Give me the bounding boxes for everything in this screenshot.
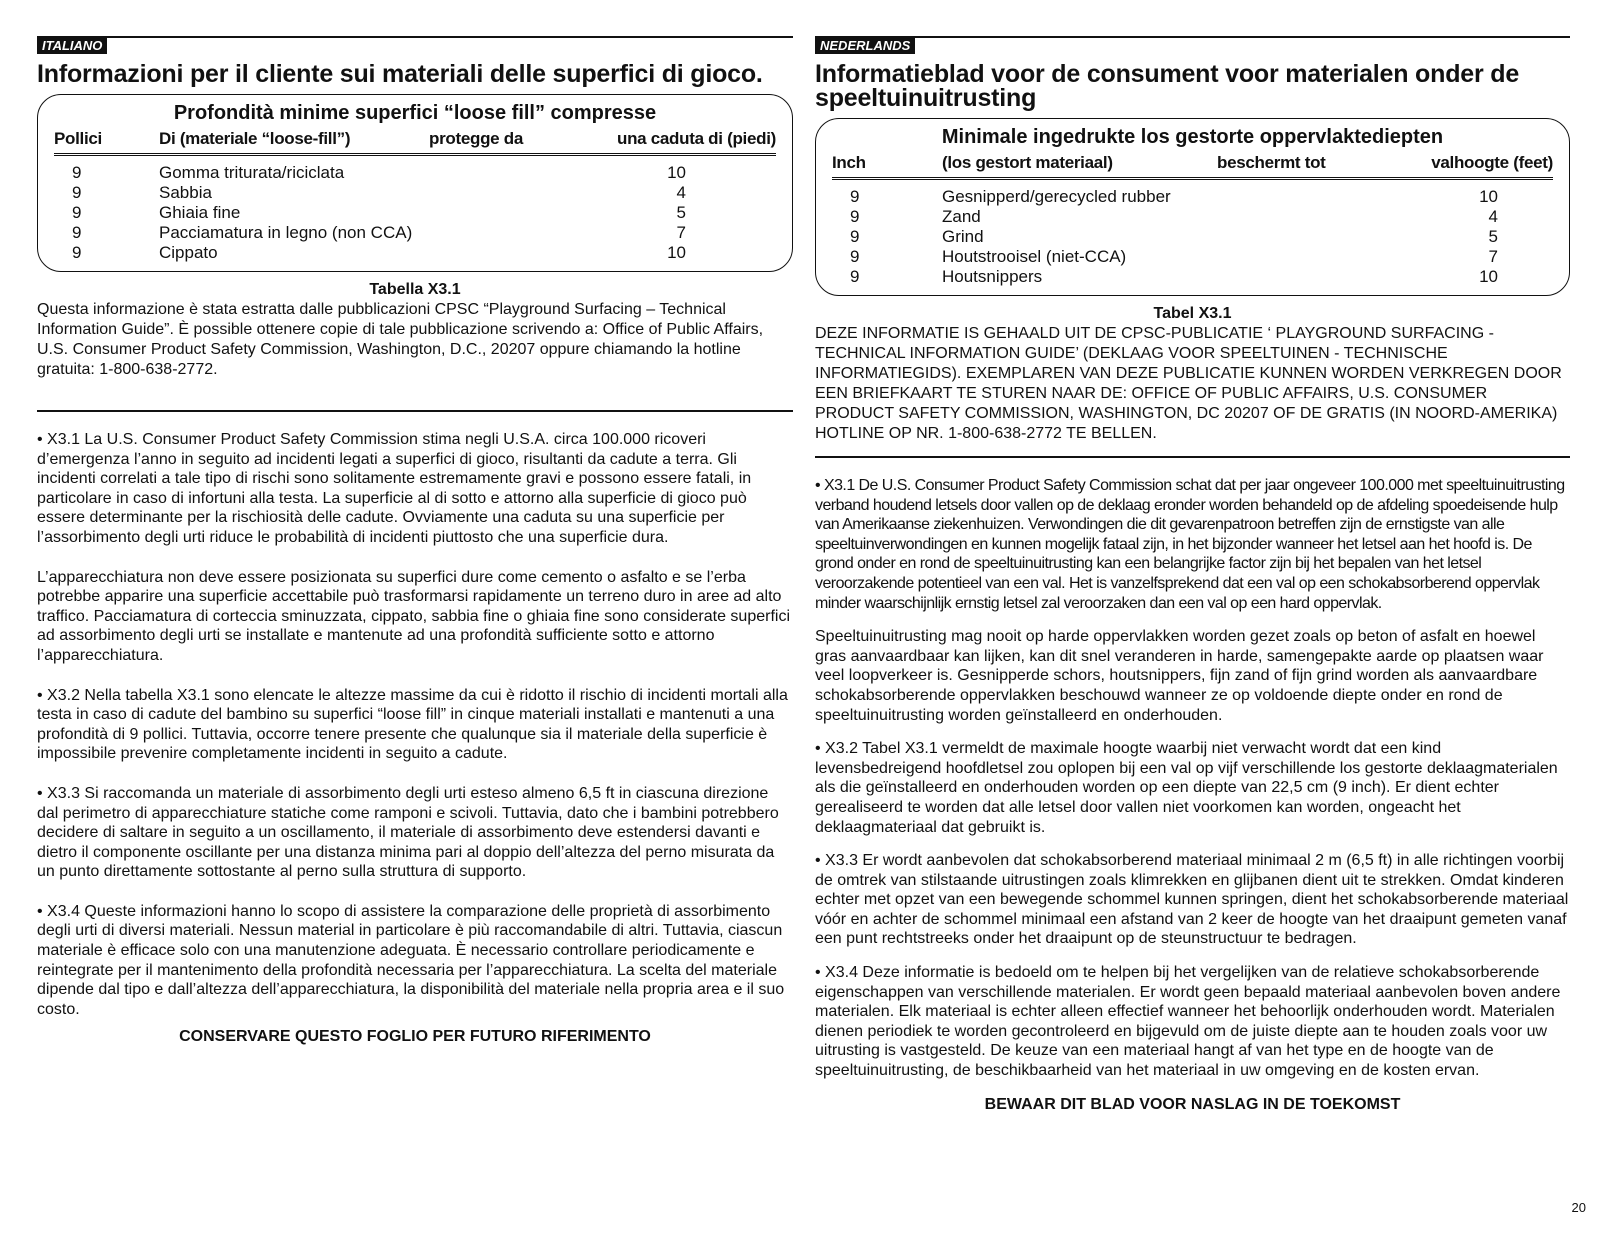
depth-table (832, 149, 1553, 287)
column-header: Inch (832, 149, 942, 179)
material-cell: Ghiaia fine (159, 203, 241, 222)
section-divider (37, 410, 793, 412)
column-header: Pollici (54, 125, 159, 155)
italiano-column (37, 36, 793, 1047)
table-row (832, 179, 1553, 208)
table-row (54, 183, 776, 203)
body-paragraph: • X3.1 La U.S. Consumer Product Safety Commission stima negli U.S.A. circa 100.000 ricoveri d’emergenza l’anno in seguito ad incidenti legati a superfici di gioco, risultanti da cadute a terra. Gli incidenti correlati a tale tipo di rischi sono solitamente estremamente gravi e possono essere fatali, in particolare in caso di infortuni alla testa. La superficie al di sotto e attorno alla superficie di gioco può essere determinante per la rischiosità delle cadute. Ovviamente una caduta su una superficie per l’assorbimento degli urti riduce le probabilità di incidenti piuttosto che una superficie dura. (37, 431, 752, 546)
material-cell: Pacciamatura in legno (non CCA) (159, 223, 413, 242)
page-title: Informazioni per il cliente sui materiali delle superfici di gioco. (37, 60, 763, 88)
table-row (54, 203, 776, 223)
top-rule (815, 36, 1570, 56)
page-title: Informatieblad voor de consument voor materialen onder de speeltuinuitrusting (815, 60, 1520, 112)
column-header: beschermt tot (1217, 149, 1375, 179)
table-row (54, 155, 776, 184)
column-header: Di (materiale “loose-fill”) (159, 125, 429, 155)
material-cell: Houtsnippers (942, 267, 1043, 286)
column-header: protegge da (429, 125, 558, 155)
top-rule (37, 36, 793, 56)
table-caption: Minimale ingedrukte los gestorte oppervlaktediepten (941, 126, 1444, 148)
material-cell: Grind (942, 227, 984, 246)
material-cell: Zand (942, 207, 981, 226)
material-cell: Cippato (159, 243, 218, 262)
table-row (832, 267, 1553, 287)
table-row (54, 223, 776, 243)
height-cell: 10 (667, 163, 686, 182)
inch-cell: 9 (72, 223, 82, 242)
inch-cell: 9 (72, 183, 82, 202)
page-number: 20 (1571, 1200, 1586, 1215)
body-paragraph: • X3.3 Er wordt aanbevolen dat schokabsorberend materiaal minimaal 2 m (6,5 ft) in alle richtingen voorbij de omtrek van stilstaande uitrustingen zoals klimrekken en glijbanen dient uit te strekken. Omdat kinderen echter met opzet van een bewegende schommel kunnen springen, dient het schokabsorberende materiaal vóór en achter de schommel minimaal een afstand van 2 keer de hoogte van het draaipunt gemeten vanaf een punt rechtstreeks onder het draaipunt op de steunstructuur te bedragen. (815, 852, 1569, 948)
inch-cell: 9 (850, 207, 860, 226)
inch-cell: 9 (72, 163, 82, 182)
table-label: Tabel X3.1 (1153, 305, 1232, 322)
inch-cell: 9 (72, 203, 82, 222)
table-label: Tabella X3.1 (369, 281, 461, 298)
depth-table (54, 125, 776, 263)
table-caption: Profondità minime superfici “loose fill” compresse (173, 102, 657, 124)
column-header: (los gestort materiaal) (942, 149, 1217, 179)
height-cell: 4 (676, 183, 686, 202)
body-paragraph: • X3.1 De U.S. Consumer Product Safety Commission schat dat per jaar ongeveer 100.000 met speeltuinuitrusting verband houdend letsels door vallen op de deklaag eronder worden behandeld op de afdeling spoedeisende hulp van Amerikaanse ziekenhuizen. Verwondingen die dit gevarenpatroon betreffen zijn de ernstigste van alle speeltuinverwondingen en kunnen mogelijk fataal zijn, in het bijzonder wanneer het letsel aan het hoofd is. De grond onder en rond de speeltuinuitrusting kan een belangrijke factor zijn bij het bepalen van het letsel veroorzakende potentieel van een val. Het is vanzelfsprekend dat een val op een schokabsorberend oppervlak minder waarschijnlijk ernstig letsel zal veroorzaken dan een val op een hard oppervlak. (815, 477, 1565, 612)
language-tag: ITALIANO (37, 38, 107, 54)
source-note: Questa informazione è stata estratta dalle pubblicazioni CPSC “Playground Surfacing – Technical Information Guide”. È possible ottenere copie di tale pubblicazione scrivendo a: Office of Public Affairs, U.S. Consumer Product Safety Commission, Washington, D.C., 20207 oppure chiamando la hotline gratuita: 1-800-638-2772. (37, 301, 764, 378)
nederlands-column (815, 36, 1570, 1115)
language-tag: NEDERLANDS (815, 38, 915, 54)
body-paragraph: Speeltuinuitrusting mag nooit op harde oppervlakken worden gezet zoals op beton of asfalt en hoewel gras aanvaardbaar kan lijken, kan dit snel veranderen in harde, samengepakte aarde op plaatsen waar veel loopverkeer is. Gesnipperde schors, houtsnippers, fijn zand of fijn grind worden als aanvaardbare schokabsorberende oppervlakken beschouwd wanneer ze op voldoende diepte onder en rond de speeltuinuitrusting worden geïnstalleerd en onderhouden. (815, 628, 1544, 724)
height-cell: 4 (1488, 207, 1498, 226)
table-row (832, 247, 1553, 267)
column-header: una caduta di (piedi) (558, 125, 776, 155)
source-note: DEZE INFORMATIE IS GEHAALD UIT DE CPSC-PUBLICATIE ‘ PLAYGROUND SURFACING - TECHNICAL INFORMATION GUIDE’ (DEKLAAG VOOR SPEELTUINEN - TECHNISCHE INFORMATIEGIDS). EXEMPLAREN VAN DEZE PUBLICATIE KUNNEN WORDEN VERKREGEN DOOR EEN BRIEFKAART TE STUREN NAAR DE: OFFICE OF PUBLIC AFFAIRS, U.S. CONSUMER PRODUCT SAFETY COMMISSION, WASHINGTON, DC 20207 OF DE GRATIS (IN NOORD-AMERIKA) HOTLINE OP NR. 1-800-638-2772 TE BELLEN. (815, 325, 1562, 442)
material-cell: Houtstrooisel (niet-CCA) (942, 247, 1127, 266)
inch-cell: 9 (850, 227, 860, 246)
body-paragraph: • X3.4 Deze informatie is bedoeld om te helpen bij het vergelijken van de relatieve schokabsorberende eigenschappen van verschillende materialen. Er wordt geen bepaald materiaal aanbevolen boven andere materialen. Elk materiaal is echter alleen effectief wanneer het behoorlijk onderhouden wordt. Materialen dienen periodiek te worden gecontroleerd en bijgevuld om de juiste diepte aan te houden zoals voor uw uitrusting is vastgesteld. De keuze van een materiaal hangt af van het type en de hoogte van de speeltuinuitrusting, de beschikbaarheid van het materiaal in uw omgeving en de kosten ervan. (815, 964, 1561, 1080)
inch-cell: 9 (850, 187, 860, 206)
column-header: valhoogte (feet) (1375, 149, 1553, 179)
inch-cell: 9 (850, 267, 860, 286)
body-paragraph: • X3.4 Queste informazioni hanno lo scopo di assistere la comparazione delle proprietà di assorbimento degli urti di diversi materiali. Nessun material in particolare è più raccomandabile di altri. Tuttavia, ciascun materiale è efficace solo con una manutenzione adeguata. È necessario controllare periodicamente e reintegrate per il mantenimento della profondità necessaria per l’apparecchiatura. La scelta del materiale dipende dal tipo e dall’altezza dell’apparecchiatura, la disponibilità del materiale nella propria area e il suo costo. (37, 902, 785, 1018)
section-divider (815, 456, 1570, 458)
footer-note: BEWAAR DIT BLAD VOOR NASLAG IN DE TOEKOMST (984, 1095, 1401, 1113)
height-cell: 10 (1479, 187, 1498, 206)
table-row (832, 227, 1553, 247)
material-cell: Gesnipperd/gerecycled rubber (942, 187, 1171, 206)
depth-table-box (815, 118, 1570, 296)
material-cell: Sabbia (159, 183, 212, 202)
body-paragraph: • X3.3 Si raccomanda un materiale di assorbimento degli urti esteso almeno 6,5 ft in ciascuna direzione dal perimetro di apparecchiature statiche come ramponi e scivoli. Tuttavia, dato che i bambini potrebbero decidere di saltare in seguito a un oscillamento, il materiale di assorbimento deve estendersi davanti e dietro il componente oscillante per una distanza minima pari al doppio dell’altezza del perno misurata da un punto direttamente sottostante al perno sulla struttura di supporto. (37, 784, 779, 881)
body-paragraph: • X3.2 Tabel X3.1 vermeldt de maximale hoogte waarbij niet verwacht wordt dat een kind levensbedreigend hoofdletsel zou oplopen bij een val op vijf verschillende los gestorte deklaagmaterialen als die geïnstalleerd en onderhouden worden op een diepte van 22,5 cm (9 inch). Er dient echter gerealiseerd te worden dat alle letsel door vallen niet voorkomen kan worden, ongeacht het deklaagmateriaal dat gebruikt is. (815, 740, 1558, 836)
table-header-row (832, 149, 1553, 179)
height-cell: 5 (1488, 227, 1498, 246)
body-paragraph: • X3.2 Nella tabella X3.1 sono elencate le altezze massime da cui è ridotto il rischio di incidenti mortali alla testa in caso di cadute del bambino su superfici “loose fill” in cinque materiali installati e mantenuti a una profondità di 9 pollici. Tuttavia, occorre tenere presente che qualunque sia il materiale della superficie è impossibile prevenire completamente incidenti in seguito a cadute. (37, 686, 788, 763)
height-cell: 7 (1488, 247, 1498, 266)
height-cell: 5 (676, 203, 686, 222)
inch-cell: 9 (72, 243, 82, 262)
inch-cell: 9 (850, 247, 860, 266)
material-cell: Gomma triturata/riciclata (159, 163, 345, 182)
footer-note: CONSERVARE QUESTO FOGLIO PER FUTURO RIFERIMENTO (179, 1028, 651, 1046)
table-header-row (54, 125, 776, 155)
height-cell: 7 (676, 223, 686, 242)
table-row (832, 207, 1553, 227)
body-paragraph: L’apparecchiatura non deve essere posizionata su superfici dure come cemento o asfalto e se l’erba potrebbe apparire una superficie accettabile può trasformarsi rapidamente un terreno duro in aree ad alto traffico. Pacciamatura di corteccia sminuzzata, cippato, sabbia fine o ghiaia fine sono considerate superfici ad assorbimento degli urti se installate e mantenute ad una profondità sufficiente sotto e attorno l’apparecchiatura. (37, 568, 790, 664)
height-cell: 10 (667, 243, 686, 262)
height-cell: 10 (1479, 267, 1498, 286)
depth-table-box (37, 94, 793, 272)
table-row (54, 243, 776, 263)
